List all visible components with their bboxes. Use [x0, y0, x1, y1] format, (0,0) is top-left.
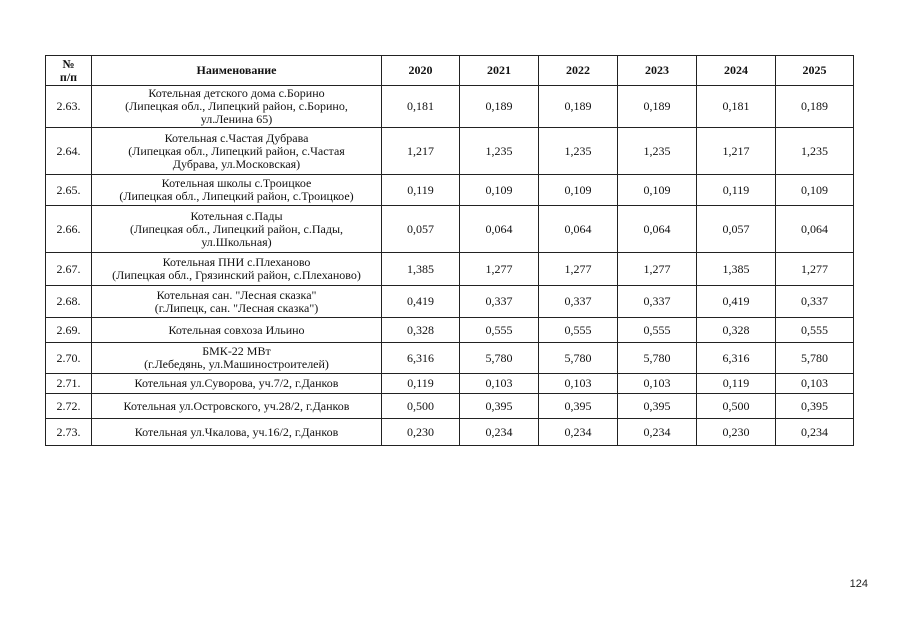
value-cell: 0,337	[776, 286, 854, 318]
value-cell: 0,555	[460, 318, 539, 343]
value-cell: 0,230	[697, 419, 776, 446]
value-cell: 0,328	[382, 318, 460, 343]
value-cell: 0,119	[382, 374, 460, 394]
value-cell: 1,235	[776, 128, 854, 175]
value-cell: 0,181	[382, 86, 460, 128]
value-cell: 5,780	[618, 343, 697, 374]
value-cell: 0,057	[382, 206, 460, 253]
value-cell: 1,277	[539, 253, 618, 286]
col-2020-header: 2020	[382, 56, 460, 86]
table-row	[46, 86, 854, 128]
row-number: 2.63.	[46, 86, 92, 128]
table-row	[46, 343, 854, 374]
row-number: 2.67.	[46, 253, 92, 286]
value-cell: 0,234	[460, 419, 539, 446]
value-cell: 0,234	[776, 419, 854, 446]
value-cell: 0,395	[460, 394, 539, 419]
value-cell: 0,500	[382, 394, 460, 419]
col-2022-header: 2022	[539, 56, 618, 86]
value-cell: 0,189	[776, 86, 854, 128]
value-cell: 0,500	[697, 394, 776, 419]
row-number: 2.70.	[46, 343, 92, 374]
value-cell: 0,064	[618, 206, 697, 253]
table-row	[46, 253, 854, 286]
row-name: Котельная сан. "Лесная сказка" (г.Липецк, сан. "Лесная сказка")	[92, 286, 382, 318]
row-name: Котельная совхоза Ильино	[92, 318, 382, 343]
row-name: Котельная с.Частая Дубрава (Липецкая обл., Липецкий район, с.Частая Дубрава, ул.Московская)	[92, 128, 382, 175]
row-name: БМК-22 МВт (г.Лебедянь, ул.Машиностроителей)	[92, 343, 382, 374]
value-cell: 0,109	[460, 175, 539, 206]
value-cell: 0,057	[697, 206, 776, 253]
value-cell: 0,189	[460, 86, 539, 128]
value-cell: 1,235	[539, 128, 618, 175]
value-cell: 0,395	[539, 394, 618, 419]
value-cell: 0,337	[539, 286, 618, 318]
value-cell: 0,119	[697, 175, 776, 206]
value-cell: 0,419	[382, 286, 460, 318]
value-cell: 0,555	[776, 318, 854, 343]
value-cell: 0,109	[539, 175, 618, 206]
row-name: Котельная детского дома с.Борино (Липецкая обл., Липецкий район, с.Борино, ул.Ленина 65)	[92, 86, 382, 128]
row-number: 2.71.	[46, 374, 92, 394]
value-cell: 0,119	[382, 175, 460, 206]
value-cell: 0,555	[618, 318, 697, 343]
row-name: Котельная ул.Суворова, уч.7/2, г.Данков	[92, 374, 382, 394]
value-cell: 0,234	[539, 419, 618, 446]
table-row	[46, 286, 854, 318]
col-2025-header: 2025	[776, 56, 854, 86]
value-cell: 1,277	[460, 253, 539, 286]
header-row	[46, 56, 854, 86]
value-cell: 1,385	[382, 253, 460, 286]
value-cell: 0,395	[618, 394, 697, 419]
value-cell: 5,780	[539, 343, 618, 374]
value-cell: 1,235	[460, 128, 539, 175]
value-cell: 0,103	[460, 374, 539, 394]
value-cell: 0,103	[776, 374, 854, 394]
value-cell: 0,234	[618, 419, 697, 446]
value-cell: 1,277	[618, 253, 697, 286]
value-cell: 1,217	[382, 128, 460, 175]
value-cell: 0,328	[697, 318, 776, 343]
table-body	[46, 86, 854, 446]
table-row	[46, 206, 854, 253]
value-cell: 0,064	[539, 206, 618, 253]
value-cell: 0,064	[460, 206, 539, 253]
row-name: Котельная ПНИ с.Плеханово (Липецкая обл., Грязинский район, с.Плеханово)	[92, 253, 382, 286]
row-name: Котельная школы с.Троицкое (Липецкая обл., Липецкий район, с.Троицкое)	[92, 175, 382, 206]
row-number: 2.73.	[46, 419, 92, 446]
col-2021-header: 2021	[460, 56, 539, 86]
page-number: 124	[849, 578, 868, 590]
value-cell: 0,419	[697, 286, 776, 318]
value-cell: 0,109	[618, 175, 697, 206]
value-cell: 0,103	[618, 374, 697, 394]
value-cell: 0,337	[460, 286, 539, 318]
row-name: Котельная с.Пады (Липецкая обл., Липецкий район, с.Пады, ул.Школьная)	[92, 206, 382, 253]
row-number: 2.65.	[46, 175, 92, 206]
value-cell: 0,337	[618, 286, 697, 318]
value-cell: 0,064	[776, 206, 854, 253]
table-row	[46, 318, 854, 343]
value-cell: 1,217	[697, 128, 776, 175]
row-name: Котельная ул.Островского, уч.28/2, г.Данков	[92, 394, 382, 419]
row-number: 2.69.	[46, 318, 92, 343]
value-cell: 5,780	[460, 343, 539, 374]
table-row	[46, 128, 854, 175]
row-number: 2.72.	[46, 394, 92, 419]
col-2023-header: 2023	[618, 56, 697, 86]
row-number: 2.68.	[46, 286, 92, 318]
value-cell: 6,316	[697, 343, 776, 374]
value-cell: 0,230	[382, 419, 460, 446]
value-cell: 0,555	[539, 318, 618, 343]
value-cell: 0,189	[539, 86, 618, 128]
row-name: Котельная ул.Чкалова, уч.16/2, г.Данков	[92, 419, 382, 446]
value-cell: 6,316	[382, 343, 460, 374]
value-cell: 1,385	[697, 253, 776, 286]
table-row	[46, 394, 854, 419]
value-cell: 0,181	[697, 86, 776, 128]
value-cell: 0,119	[697, 374, 776, 394]
value-cell: 0,109	[776, 175, 854, 206]
table-row	[46, 374, 854, 394]
table-row	[46, 175, 854, 206]
value-cell: 0,395	[776, 394, 854, 419]
col-name-header: Наименование	[92, 56, 382, 86]
col-2024-header: 2024	[697, 56, 776, 86]
value-cell: 1,235	[618, 128, 697, 175]
boiler-table	[45, 55, 854, 446]
row-number: 2.66.	[46, 206, 92, 253]
table-row	[46, 419, 854, 446]
col-number-header: № п/п	[46, 56, 92, 86]
row-number: 2.64.	[46, 128, 92, 175]
value-cell: 5,780	[776, 343, 854, 374]
value-cell: 0,103	[539, 374, 618, 394]
value-cell: 1,277	[776, 253, 854, 286]
value-cell: 0,189	[618, 86, 697, 128]
